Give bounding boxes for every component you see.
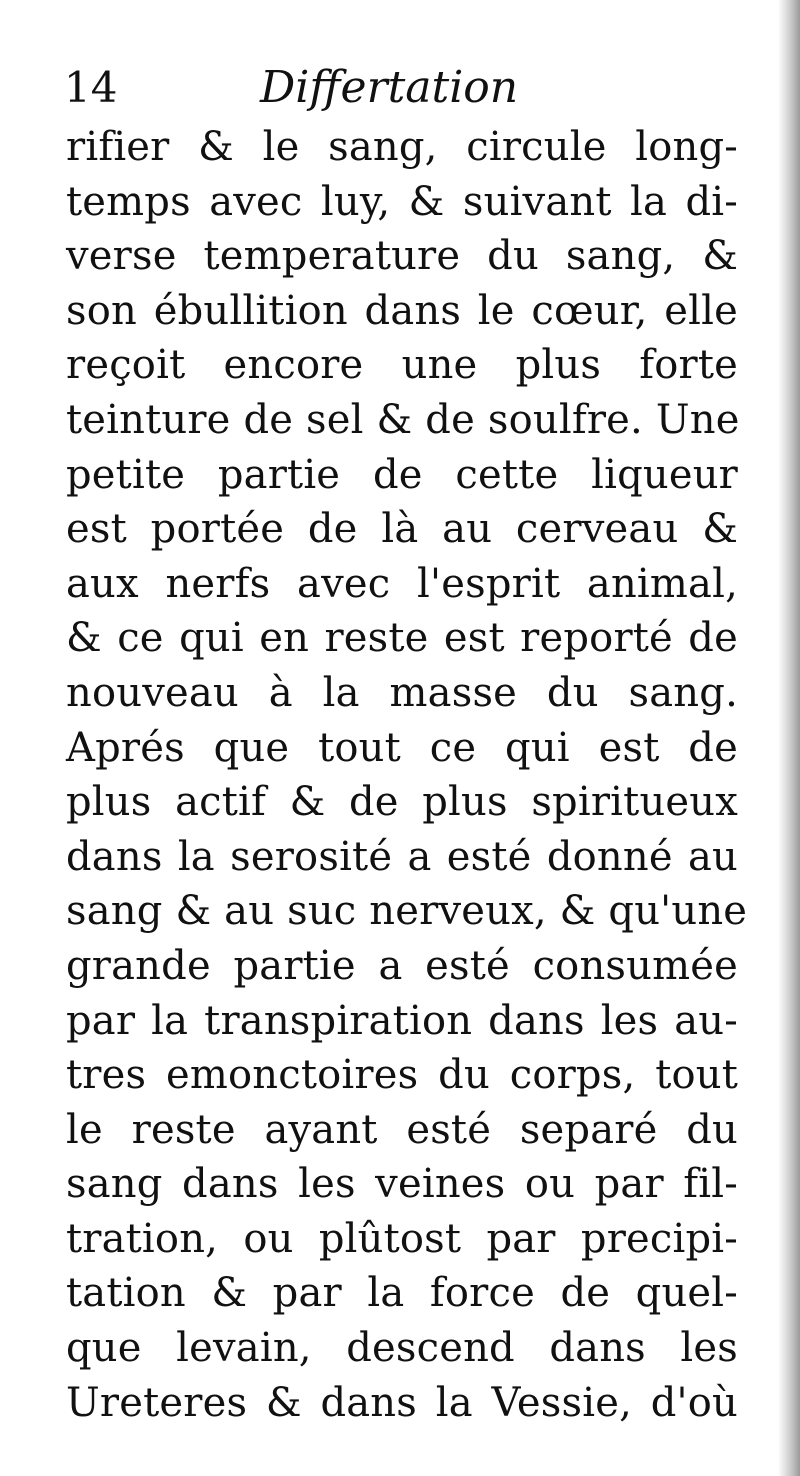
running-title: Differtation <box>260 62 519 113</box>
text-line: est portée de là au cerveau & <box>66 506 738 553</box>
body-text <box>66 120 748 1430</box>
text-line: grande partie a esté consumée <box>66 942 738 989</box>
text-line: sang & au suc nerveux, & qu'une <box>66 888 748 935</box>
text-line: tation & par la force de quel- <box>66 1270 738 1317</box>
text-line: par la transpiration dans les au- <box>66 997 738 1044</box>
text-line: tration, ou plûtost par precipi- <box>66 1215 738 1262</box>
text-line: nouveau à la masse du sang. <box>66 669 738 716</box>
text-line: teinture de sel & de soulfre. Une <box>66 396 740 443</box>
text-line: son ébullition dans le cœur, elle <box>66 287 738 334</box>
text-line: sang dans les veines ou par fil- <box>66 1161 738 1208</box>
text-line: verse temperature du sang, & <box>66 233 738 280</box>
text-line: Ureteres & dans la Vessie, d'où <box>66 1379 738 1426</box>
text-line: & ce qui en reste est reporté de <box>66 615 738 662</box>
page-header <box>64 62 564 114</box>
text-line: tres emonctoires du corps, tout <box>66 1052 738 1099</box>
text-line: rifier & le sang, circule long- <box>66 124 738 170</box>
text-line: Aprés que tout ce qui est de <box>66 724 738 771</box>
text-line: temps avec luy, & suivant la di- <box>66 178 738 225</box>
text-line: le reste ayant esté separé du <box>66 1106 738 1153</box>
text-line: petite partie de cette liqueur <box>66 451 738 498</box>
text-line: aux nerfs avec l'esprit animal, <box>66 560 738 607</box>
text-line: que levain, descend dans les <box>66 1325 738 1372</box>
page-number: 14 <box>64 63 118 112</box>
text-line: reçoit encore une plus forte <box>66 342 738 389</box>
page-edge-shadow <box>778 0 800 1476</box>
text-line: dans la serosité a esté donné au <box>66 833 738 880</box>
text-line: plus actif & de plus spiritueux <box>66 779 738 826</box>
